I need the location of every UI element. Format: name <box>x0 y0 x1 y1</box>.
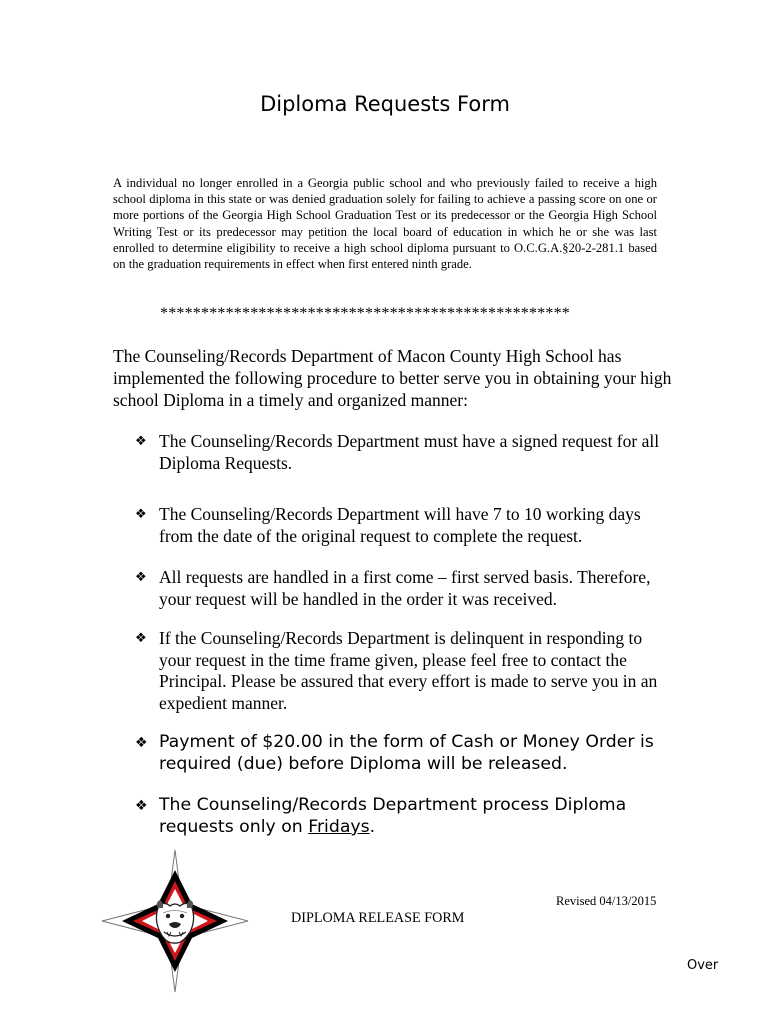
page-title: Diploma Requests Form <box>260 92 510 116</box>
list-item <box>135 628 675 714</box>
intro-paragraph: A individual no longer enrolled in a Georgia public school and who previously failed to receive a high school diploma in this state or was denied graduation solely for failing to achieve a passing score on one or more portions of the Georgia High School Graduation Test or its predecessor or the Georgia High School Writing Test or its predecessor may petition the local board of education in which he or she was last enrolled to determine eligibility to receive a high school diploma pursuant to O.C.G.A.§20-2-281.1 based on the graduation requirements in effect when first entered ninth grade. <box>113 176 657 272</box>
list-item-text-end: . <box>369 817 376 837</box>
fridays-underlined: Fridays <box>308 817 370 837</box>
diamond-bullet-icon: ❖ <box>135 507 147 522</box>
list-item-text: Payment of $20.00 in the form of Cash or Money Order is required (due) before Diploma will be released. <box>159 732 654 774</box>
list-item <box>135 567 675 610</box>
list-item <box>135 504 675 547</box>
separator-line: ************************************************** <box>160 305 570 322</box>
list-item-text: If the Counseling/Records Department is delinquent in responding to your request in the time frame given, please feel free to contact the Principal. Please be assured that every effort is made to serve you in an expedient manner. <box>159 628 658 713</box>
bulldog-diamond-logo-icon <box>100 848 250 994</box>
list-item <box>135 731 675 775</box>
list-item <box>135 794 675 838</box>
list-item-text: The Counseling/Records Department will have 7 to 10 working days from the date of the original request to complete the request. <box>159 504 641 546</box>
list-item <box>135 431 675 474</box>
lead-paragraph: The Counseling/Records Department of Macon County High School has implemented the following procedure to better serve you in obtaining your high school Diploma in a timely and organized manner: <box>113 346 672 410</box>
diamond-bullet-icon: ❖ <box>135 570 147 585</box>
list-item-text-start: The Counseling/Records Department process Diploma requests only on <box>159 795 627 837</box>
list-item-text: All requests are handled in a first come – first served basis. Therefore, your request will be handled in the order it was received. <box>159 567 651 609</box>
list-item-text <box>159 794 675 838</box>
list-item-text: The Counseling/Records Department must have a signed request for all Diploma Requests. <box>159 431 660 473</box>
diamond-bullet-icon: ❖ <box>135 434 147 449</box>
revised-date: Revised 04/13/2015 <box>556 894 657 908</box>
over-page-note: Over <box>687 958 719 973</box>
diamond-bullet-icon: ❖ <box>135 735 148 751</box>
diploma-release-form-title: DIPLOMA RELEASE FORM <box>291 910 465 926</box>
diamond-bullet-icon: ❖ <box>135 631 147 646</box>
diamond-bullet-icon: ❖ <box>135 798 148 814</box>
